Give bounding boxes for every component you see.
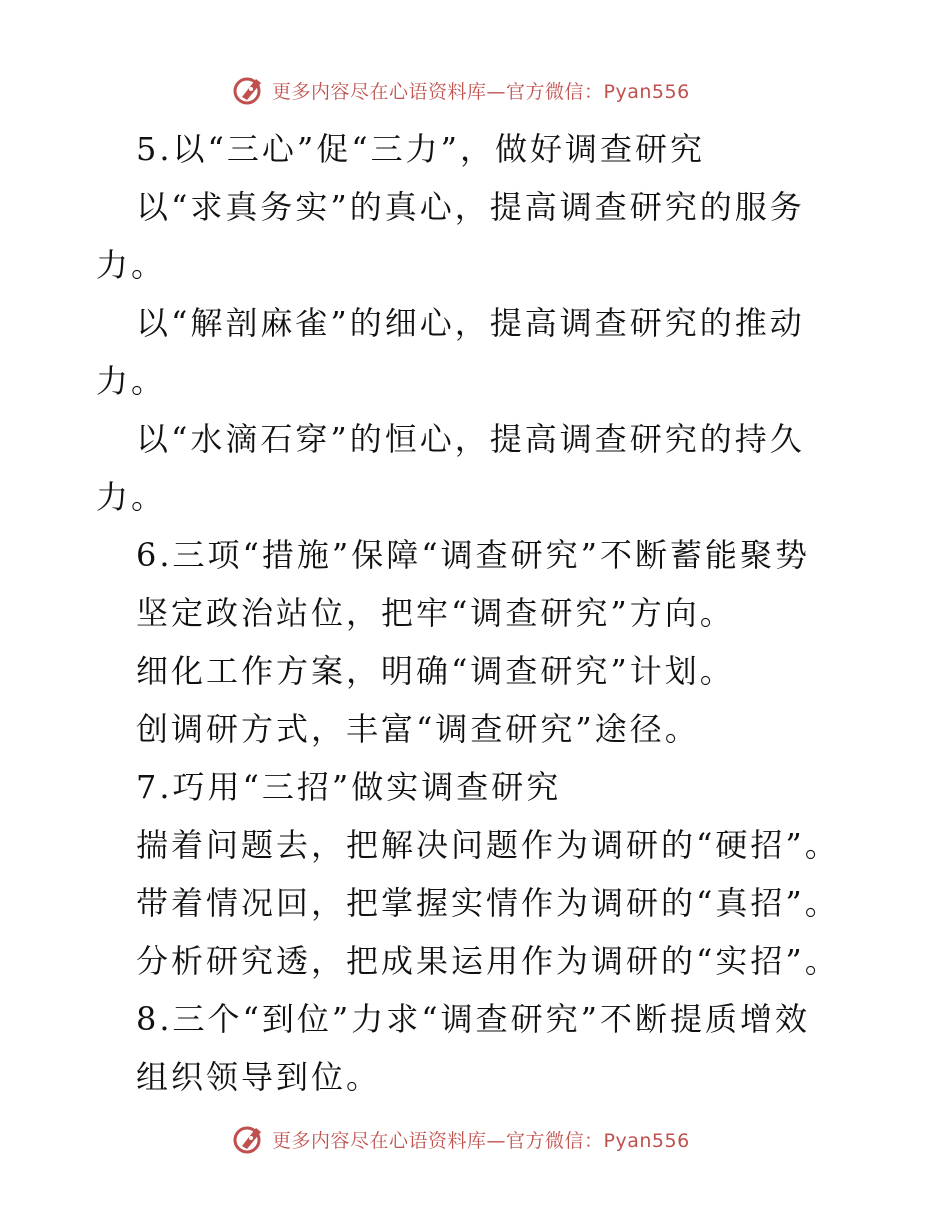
paragraph: 带着情况回，把掌握实情作为调研的“真招”。 bbox=[136, 884, 840, 922]
paragraph: 以“求真务实”的真心，提高调查研究的服务 bbox=[136, 188, 805, 226]
paragraph: 以“解剖麻雀”的细心，提高调查研究的推动 bbox=[136, 304, 805, 342]
paragraph: 坚定政治站位，把牢“调查研究”方向。 bbox=[136, 594, 735, 632]
section-heading: 7.巧用“三招”做实调查研究 bbox=[136, 768, 562, 806]
section-heading: 8.三个“到位”力求“调查研究”不断提质增效 bbox=[136, 1000, 810, 1038]
banner-text: 更多内容尽在心语资料库—官方微信：Pyan556 bbox=[272, 1129, 690, 1152]
paragraph: 5.以“三心”促“三力”，做好调查研究 bbox=[136, 130, 705, 168]
section-heading: 6.三项“措施”保障“调查研究”不断蓄能聚势 bbox=[136, 536, 810, 574]
banner-text: 更多内容尽在心语资料库—官方微信：Pyan556 bbox=[272, 80, 690, 103]
paragraph: 组织领导到位。 bbox=[136, 1058, 382, 1096]
paragraph: 分析研究透，把成果运用作为调研的“实招”。 bbox=[136, 942, 840, 980]
paragraph: 力。 bbox=[96, 246, 167, 284]
paragraph: 细化工作方案，明确“调查研究”计划。 bbox=[136, 652, 735, 690]
pen-nib-logo-icon bbox=[232, 73, 266, 107]
document-body bbox=[0, 120, 950, 1106]
paragraph: 揣着问题去，把解决问题作为调研的“硬招”。 bbox=[136, 826, 840, 864]
pen-nib-logo-icon bbox=[232, 1122, 266, 1156]
paragraph: 力。 bbox=[96, 362, 167, 400]
paragraph: 力。 bbox=[96, 478, 167, 516]
paragraph: 创调研方式，丰富“调查研究”途径。 bbox=[136, 710, 700, 748]
paragraph: 以“水滴石穿”的恒心，提高调查研究的持久 bbox=[136, 420, 805, 458]
header-banner bbox=[232, 72, 690, 108]
footer-banner bbox=[232, 1121, 690, 1157]
